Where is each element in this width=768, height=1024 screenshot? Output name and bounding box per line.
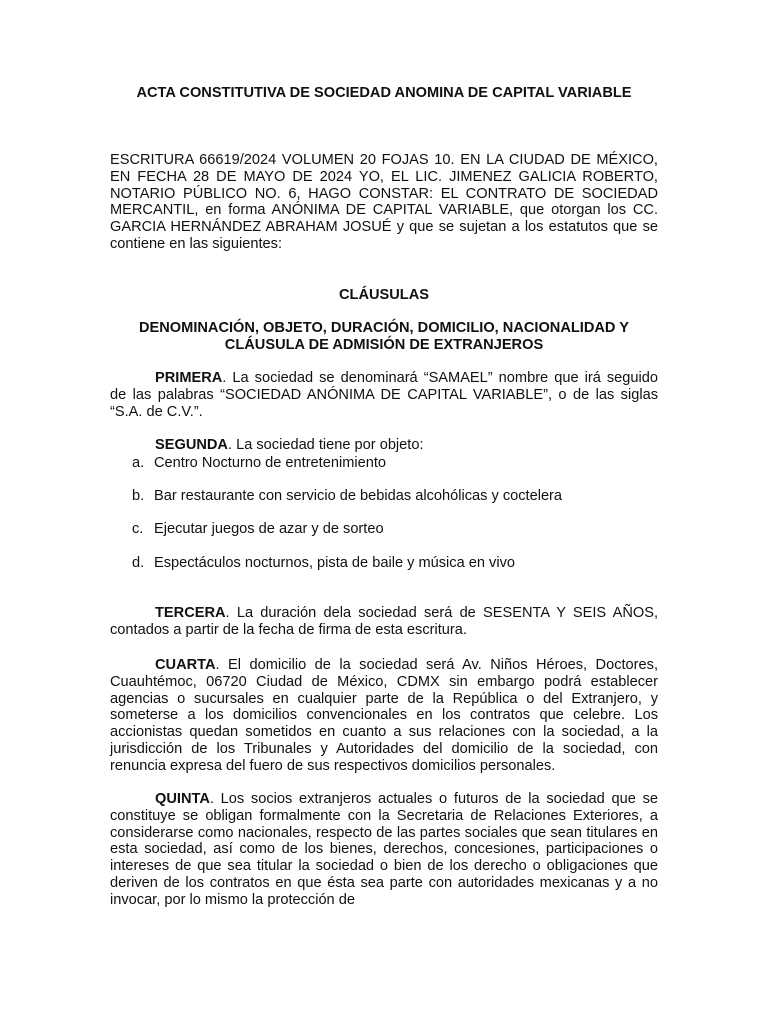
clause-tercera-label: TERCERA: [155, 605, 226, 621]
clause-tercera-text: . La duración dela sociedad será de SESENTA Y SEIS AÑOS, contados a partir de la fecha de firma de esta escritura.: [110, 605, 658, 638]
clause-primera-text: . La sociedad se denominará “SAMAEL” nombre que irá seguido de las palabras “SOCIEDAD ANÓNIMA DE CAPITAL VARIABLE”, o de las siglas “S.A. de C.V.”.: [110, 370, 658, 420]
document-title: ACTA CONSTITUTIVA DE SOCIEDAD ANOMINA DE CAPITAL VARIABLE: [136, 85, 632, 101]
list-item: [110, 521, 658, 538]
section-heading: DENOMINACIÓN, OBJETO, DURACIÓN, DOMICILIO, NACIONALIDAD Y CLÁUSULA DE ADMISIÓN DE EXTRANJEROS: [139, 320, 629, 353]
list-marker: d.: [132, 555, 145, 571]
clause-cuarta-label: CUARTA: [155, 657, 216, 673]
list-item: [110, 455, 658, 472]
list-item-text: Bar restaurante con servicio de bebidas alcohólicas y coctelera: [154, 488, 563, 504]
list-marker: b.: [132, 488, 145, 504]
clause-quinta-text: . Los socios extranjeros actuales o futuros de la sociedad que se constituye se obligan formalmente con la Secretaria de Relaciones Exteriores, a considerarse como nacionales, respecto de las partes sociales que sean titulares en esta sociedad, así como de los bienes, derechos, concesiones, participaciones o intereses de que sea titular la sociedad o bien de los derecho o obligaciones que deriven de los contratos en que ésta sea parte con autoridades mexicanas y a no invocar, por lo mismo la protección de: [110, 791, 658, 908]
list-item: [110, 488, 658, 505]
clause-segunda: [110, 437, 658, 454]
document-page: [110, 0, 658, 1024]
list-item: [110, 555, 658, 572]
intro-paragraph: ESCRITURA 66619/2024 VOLUMEN 20 FOJAS 10. EN LA CIUDAD DE MÉXICO, EN FECHA 28 DE MAYO DE 2024 YO, EL LIC. JIMENEZ GALICIA ROBERTO, NOTARIO PÚBLICO NO. 6, HAGO CONSTAR: EL CONTRATO DE SOCIEDAD MERCANTIL, en forma ANÓNIMA DE CAPITAL VARIABLE, que otorgan los CC. GARCIA HERNÁNDEZ ABRAHAM JOSUÉ y que se sujetan a los estatutos que se contiene en las siguientes:: [110, 152, 658, 252]
list-item-text: Centro Nocturno de entretenimiento: [154, 455, 387, 471]
clause-primera: [110, 370, 658, 420]
clause-cuarta: [110, 657, 658, 775]
clause-tercera: [110, 605, 658, 639]
list-marker: a.: [132, 455, 145, 471]
clause-quinta: [110, 791, 658, 909]
clausulas-heading: CLÁUSULAS: [339, 287, 429, 303]
list-item-text: Ejecutar juegos de azar y de sorteo: [154, 521, 384, 537]
clause-segunda-label: SEGUNDA: [155, 437, 228, 453]
clause-segunda-text: . La sociedad tiene por objeto:: [227, 437, 424, 453]
list-item-text: Espectáculos nocturnos, pista de baile y música en vivo: [154, 555, 515, 571]
clause-quinta-label: QUINTA: [155, 791, 210, 807]
list-marker: c.: [132, 521, 144, 537]
clause-primera-label: PRIMERA: [155, 370, 223, 386]
clause-cuarta-text: . El domicilio de la sociedad será Av. Niños Héroes, Doctores, Cuauhtémoc, 06720 Ciudad de México, CDMX sin embargo podrá establecer agencias o sucursales en cualquier parte de la República o del Extranjero, y someterse a los domicilios convencionales en los contratos que celebre. Los accionistas quedan sometidos en cuanto a sus relaciones con la sociedad, a la jurisdicción de los Tribunales y Autoridades del domicilio de la sociedad, con renuncia expresa del fuero de sus respectivos domicilios personales.: [110, 657, 658, 774]
